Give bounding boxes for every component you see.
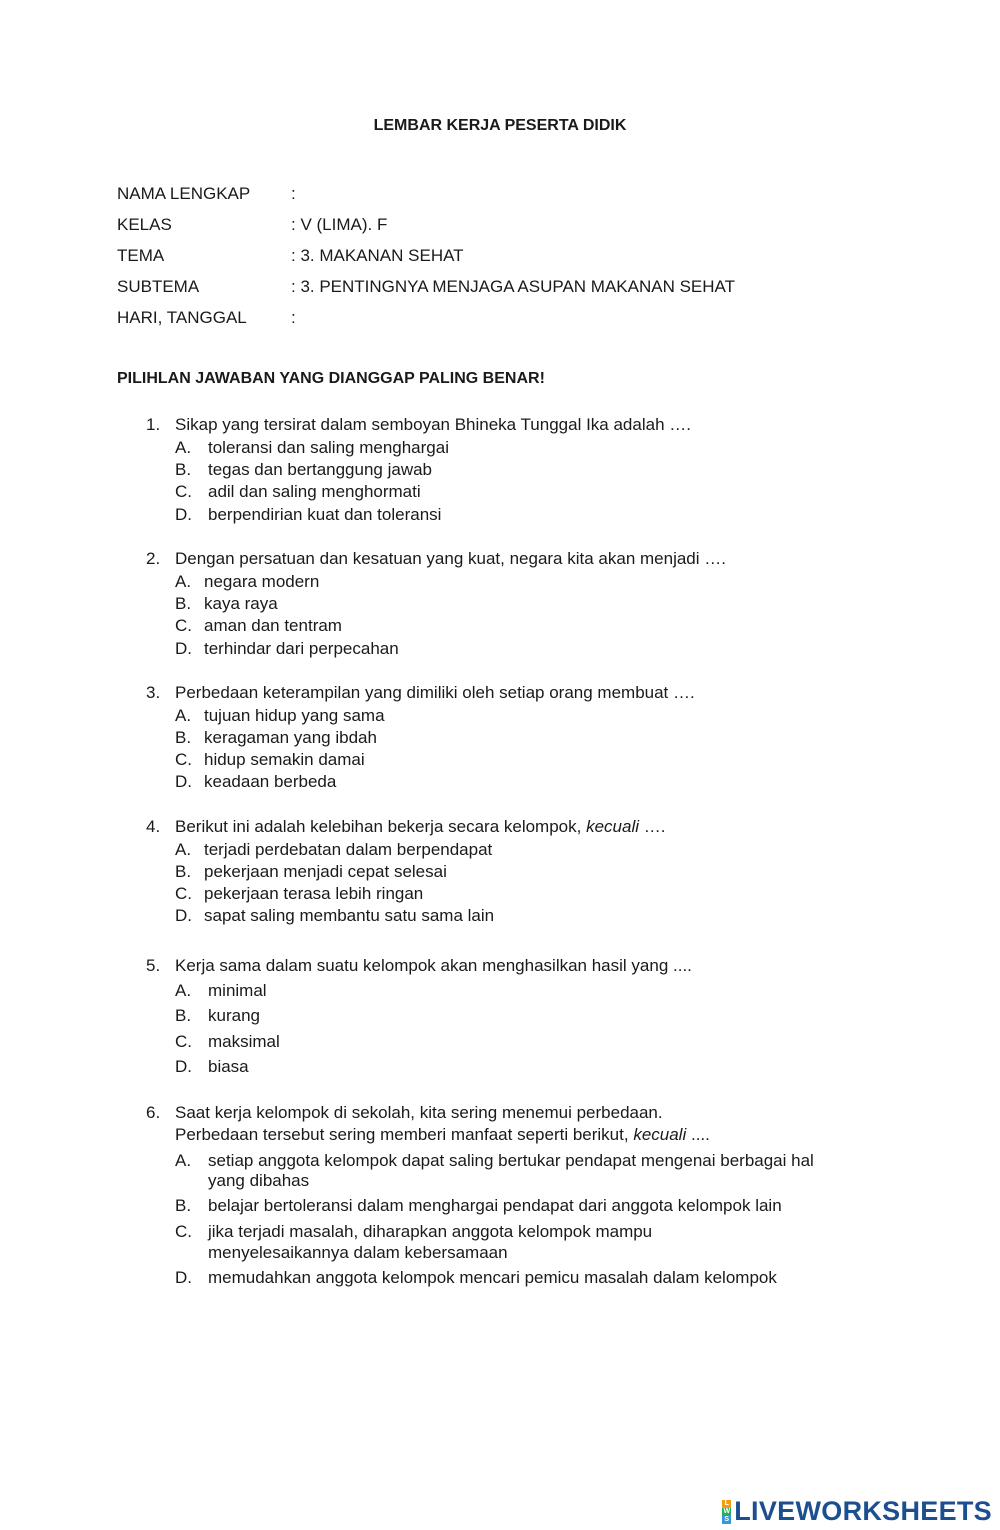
option-text: kurang <box>208 1006 260 1025</box>
question-text-emphasis: kecuali <box>633 1125 687 1144</box>
field-label-hari-tanggal: HARI, TANGGAL <box>117 308 247 327</box>
liveworksheets-logo-text: LIVEWORKSHEETS <box>734 1496 992 1526</box>
option-text: pekerjaan terasa lebih ringan <box>204 884 424 903</box>
question-text: Perbedaan keterampilan yang dimiliki oleh setiap orang membuat …. <box>175 683 695 702</box>
field-value-nama: : <box>291 184 296 203</box>
logo-letter: W <box>723 1507 731 1515</box>
option-letter: B. <box>175 1006 192 1025</box>
instruction: PILIHLAN JAWABAN YANG DIANGGAP PALING BENAR! <box>117 370 545 387</box>
question-text <box>175 1125 710 1145</box>
question-text: Sikap yang tersirat dalam semboyan Bhineka Tunggal Ika adalah …. <box>175 415 691 434</box>
question-text: Dengan persatuan dan kesatuan yang kuat, negara kita akan menjadi …. <box>175 549 726 568</box>
option-text: terjadi perdebatan dalam berpendapat <box>204 840 493 859</box>
field-value-hari-tanggal: : <box>291 308 296 327</box>
option-text: keadaan berbeda <box>204 772 337 791</box>
option-text: keragaman yang ibdah <box>204 728 377 747</box>
option-text-continued: menyelesaikannya dalam kebersamaan <box>208 1243 508 1262</box>
question-number: 1. <box>146 415 161 434</box>
worksheet-title: LEMBAR KERJA PESERTA DIDIK <box>373 117 627 134</box>
option-text-continued: yang dibahas <box>208 1171 310 1190</box>
question-text: Kerja sama dalam suatu kelompok akan menghasilkan hasil yang .... <box>175 956 692 975</box>
option-letter: A. <box>175 438 192 457</box>
question-text <box>175 817 665 837</box>
field-value-subtema: : 3. PENTINGNYA MENJAGA ASUPAN MAKANAN SEHAT <box>291 277 735 296</box>
field-label-tema: TEMA <box>117 246 165 265</box>
option-letter: B. <box>175 594 192 613</box>
field-label-kelas: KELAS <box>117 215 172 234</box>
question-number: 5. <box>146 956 161 975</box>
option-text: sapat saling membantu satu sama lain <box>204 906 495 925</box>
option-letter: B. <box>175 1196 192 1215</box>
option-text: tegas dan bertanggung jawab <box>208 460 433 479</box>
option-letter: C. <box>175 1222 192 1241</box>
option-letter: A. <box>175 706 192 725</box>
question-text-part: Perbedaan tersebut sering memberi manfaat seperti berikut, <box>175 1125 629 1144</box>
option-text: setiap anggota kelompok dapat saling bertukar pendapat mengenai berbagai hal <box>208 1151 814 1170</box>
field-value-tema: : 3. MAKANAN SEHAT <box>291 246 464 265</box>
option-letter: B. <box>175 728 192 747</box>
question-number: 6. <box>146 1103 161 1122</box>
question-text-part: …. <box>643 817 666 836</box>
question-number: 3. <box>146 683 161 702</box>
option-text: memudahkan anggota kelompok mencari pemicu masalah dalam kelompok <box>208 1268 777 1287</box>
question-text: Saat kerja kelompok di sekolah, kita sering menemui perbedaan. <box>175 1103 663 1122</box>
question-text-emphasis: kecuali <box>586 817 640 836</box>
option-text: terhindar dari perpecahan <box>204 639 399 658</box>
option-letter: C. <box>175 750 192 769</box>
field-value-kelas: : V (LIMA). F <box>291 215 388 234</box>
option-letter: B. <box>175 460 192 479</box>
option-letter: D. <box>175 639 192 658</box>
option-text: negara modern <box>204 572 320 591</box>
option-letter: A. <box>175 572 192 591</box>
question-text-part: .... <box>690 1125 710 1144</box>
option-text: berpendirian kuat dan toleransi <box>208 505 442 524</box>
option-text: adil dan saling menghormati <box>208 482 421 501</box>
option-letter: D. <box>175 1057 192 1076</box>
option-letter: D. <box>175 906 192 925</box>
option-text: kaya raya <box>204 594 278 613</box>
option-text: minimal <box>208 981 267 1000</box>
option-text: aman dan tentram <box>204 616 342 635</box>
option-letter: C. <box>175 482 192 501</box>
option-letter: C. <box>175 1032 192 1051</box>
question-number: 2. <box>146 549 161 568</box>
logo-letter: S <box>722 1516 731 1524</box>
liveworksheets-logo <box>722 1496 992 1527</box>
option-text: pekerjaan menjadi cepat selesai <box>204 862 447 881</box>
option-letter: A. <box>175 1151 192 1170</box>
option-letter: D. <box>175 505 192 524</box>
option-letter: D. <box>175 1268 192 1287</box>
question-number: 4. <box>146 817 161 836</box>
liveworksheets-logo-icon <box>722 1500 731 1524</box>
option-text: belajar bertoleransi dalam menghargai pendapat dari anggota kelompok lain <box>208 1196 782 1215</box>
question-text-part: Berikut ini adalah kelebihan bekerja secara kelompok, <box>175 817 582 836</box>
logo-letter: L <box>722 1500 731 1508</box>
option-letter: D. <box>175 772 192 791</box>
option-text: jika terjadi masalah, diharapkan anggota kelompok mampu <box>208 1222 653 1241</box>
option-letter: A. <box>175 840 192 859</box>
option-letter: A. <box>175 981 192 1000</box>
option-text: hidup semakin damai <box>204 750 365 769</box>
option-letter: C. <box>175 616 192 635</box>
option-text: maksimal <box>208 1032 280 1051</box>
field-label-nama: NAMA LENGKAP <box>117 184 251 203</box>
option-text: biasa <box>208 1057 249 1076</box>
option-letter: C. <box>175 884 192 903</box>
option-letter: B. <box>175 862 192 881</box>
option-text: toleransi dan saling menghargai <box>208 438 449 457</box>
option-text: tujuan hidup yang sama <box>204 706 385 725</box>
field-label-subtema: SUBTEMA <box>117 277 200 296</box>
